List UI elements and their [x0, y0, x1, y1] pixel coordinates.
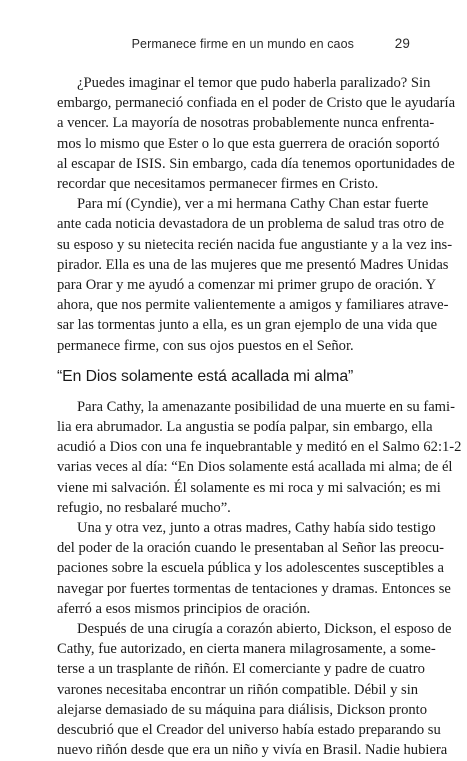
text-line: Para Cathy, la amenazante posibilidad de una muerte en su fami- — [77, 398, 455, 415]
text-line: mos lo mismo que Ester o lo que esta guerrera de oración soportó — [57, 135, 440, 152]
text-line: varones necesitaba encontrar un riñón compatible. Débil y sin — [57, 681, 419, 698]
text-line: nuevo riñón desde que era un niño y vivía en Brasil. Nadie hubiera — [57, 742, 448, 759]
text-line: ¿Puedes imaginar el temor que pudo haberla paralizado? Sin — [77, 75, 431, 91]
text-line: Una y otra vez, junto a otras madres, Cathy había sido testigo — [77, 520, 436, 537]
text-line: varias veces al día: “En Dios solamente está acallada mi alma; de él — [57, 459, 453, 476]
text-line: terse a un trasplante de riñón. El comerciante y padre de cuatro — [57, 661, 425, 678]
paragraph-2 — [57, 194, 453, 356]
text-line: sar las tormentas junto a ella, es un gran ejemplo de una vida que — [57, 317, 438, 334]
paragraph-1 — [57, 73, 456, 194]
text-line: ante cada noticia devastadora de un problema de salud tras otro de — [57, 216, 444, 233]
text-line: acudió a Dios con una fe inquebrantable y meditó en el Salmo 62:1-2 — [57, 439, 462, 456]
text-line: paciones sobre la escuela pública y los adolescentes susceptibles a — [57, 560, 445, 577]
text-line: a vencer. La mayoría de nosotras probablemente nunca enfrenta- — [57, 115, 435, 132]
running-head — [57, 37, 410, 57]
text-line: aferró a esos mismos principios de oración. — [57, 600, 311, 617]
text-line: ahora, que nos permite valientemente a amigos y familiares atrave- — [57, 297, 449, 314]
section-heading: “En Dios solamente está acallada mi alma” — [57, 367, 354, 385]
text-line: al escapar de ISIS. Sin embargo, cada día tenemos oportunidades de — [57, 155, 455, 172]
running-head-title: Permanece firme en un mundo en caos — [131, 37, 354, 51]
text-line: su esposo y su nietecita recién nacida fue angustiante y a la vez ins- — [57, 236, 453, 253]
text-line: Para mí (Cyndie), ver a mi hermana Cathy Chan estar fuerte — [77, 196, 429, 213]
text-line: pirador. Ella es una de las mujeres que me presentó Madres Unidas — [57, 256, 449, 273]
text-line: permanece firme, con sus ojos puestos en el Señor. — [57, 337, 354, 354]
text-line: del poder de la oración cuando le presentaban al Señor las preocu- — [57, 540, 444, 557]
text-line: alejarse demasiado de su máquina para diálisis, Dickson pronto — [57, 701, 428, 718]
text-line: refugio, no resbalaré mucho”. — [57, 499, 231, 516]
text-line: lia era abrumador. La angustia se podía palpar, sin embargo, ella — [57, 419, 433, 436]
paragraph-5 — [57, 619, 452, 760]
paragraph-4 — [57, 518, 451, 619]
text-line: para Orar y me ayudó a comenzar mi primer grupo de oración. Y — [57, 277, 437, 294]
text-line: recordar que necesitamos permanecer firmes en Cristo. — [57, 176, 379, 193]
text-line: navegar por fuertes tormentas de tentaciones y dramas. Entonces se — [57, 580, 451, 597]
text-line: descubrió que el Creador del universo había estado preparando su — [57, 722, 441, 739]
text-line: viene mi salvación. Él solamente es mi roca y mi salvación; es mi — [57, 479, 441, 496]
paragraph-3 — [57, 397, 462, 518]
text-line: Después de una cirugía a corazón abierto, Dickson, el esposo de — [77, 621, 452, 638]
text-line: Cathy, fue autorizado, en cierta manera milagrosamente, a some- — [57, 641, 436, 658]
page-number: 29 — [394, 36, 410, 51]
body-text — [57, 73, 462, 761]
text-line: embargo, permaneció confiada en el poder de Cristo que le ayudaría — [57, 95, 456, 112]
